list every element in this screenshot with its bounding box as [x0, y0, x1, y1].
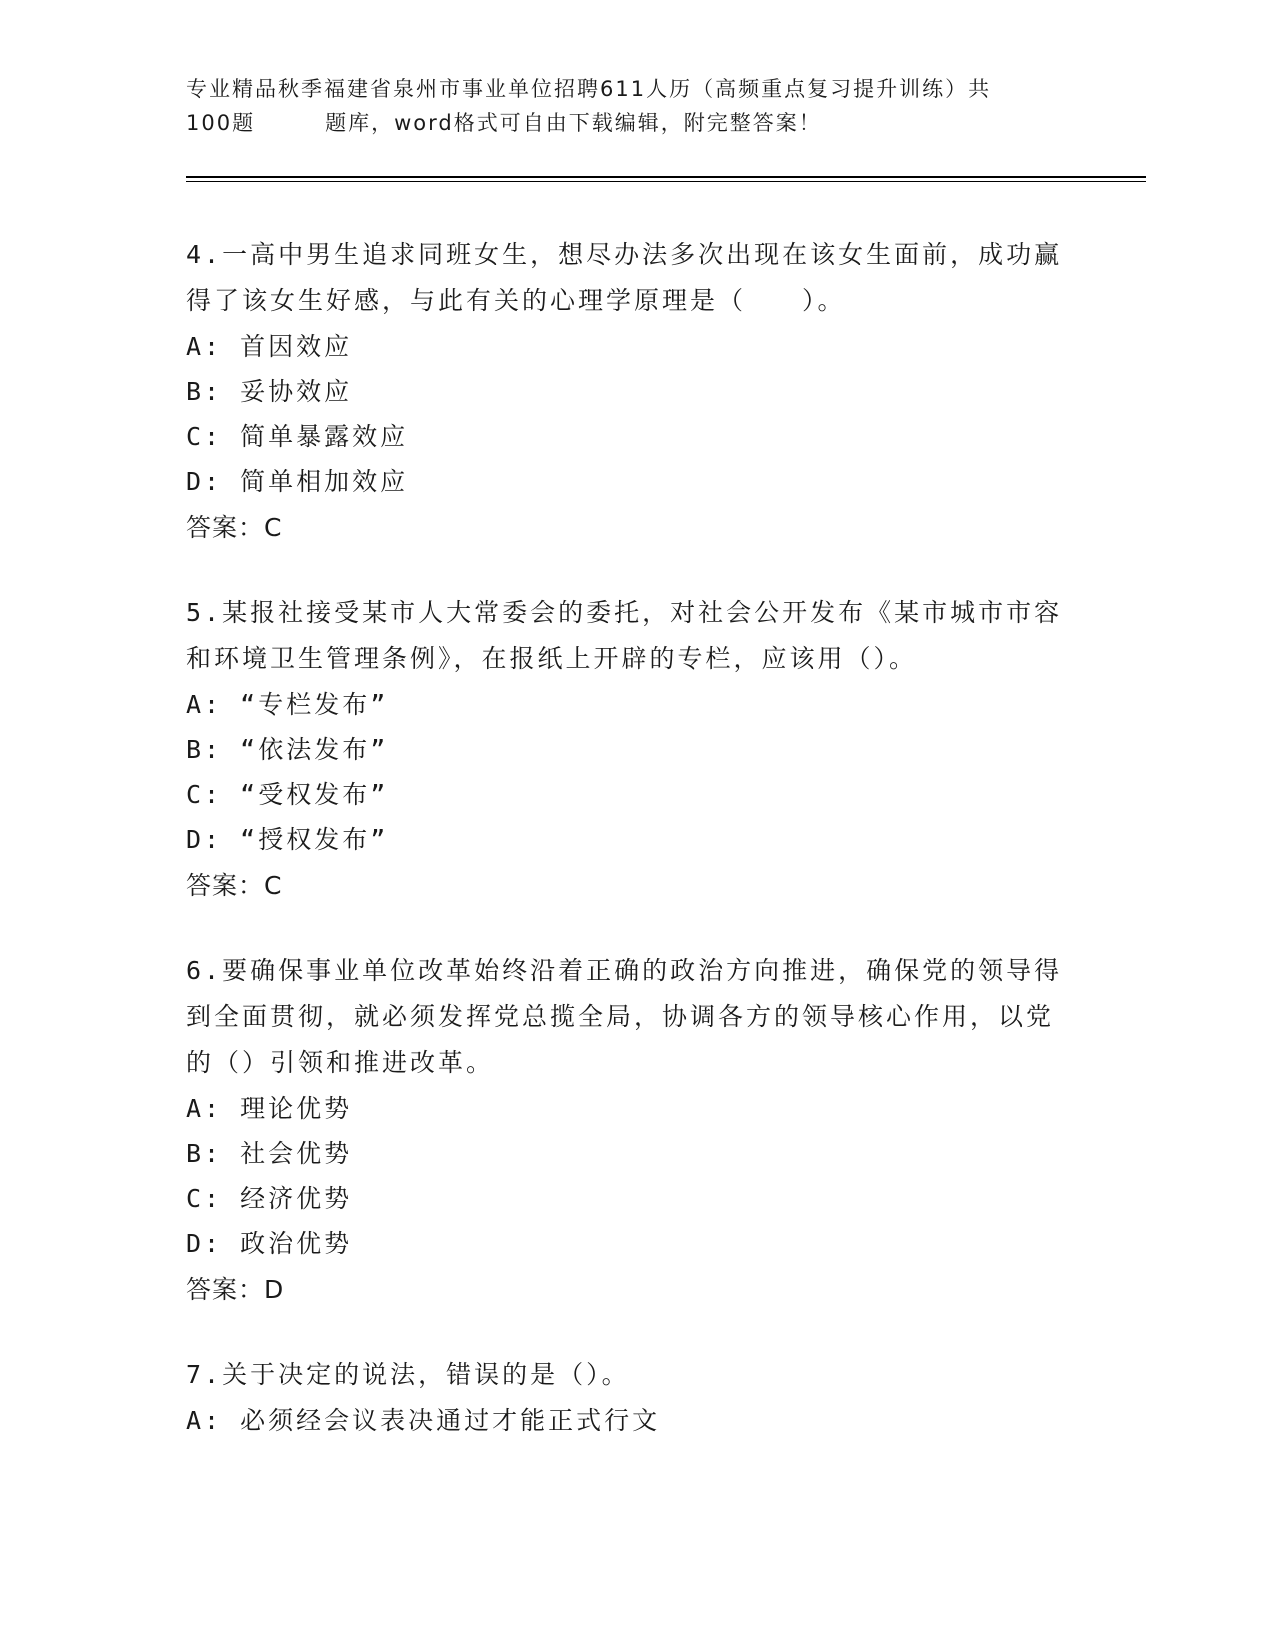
- question-item: [186, 232, 1066, 552]
- document-header: [186, 72, 1066, 140]
- header-line-2: [186, 106, 1066, 140]
- question-stem: 4.一高中男生追求同班女生，想尽办法多次出现在该女生面前，成功赢得了该女生好感，与此有关的心理学原理是（ ）。: [186, 240, 1063, 315]
- question-item: [186, 1352, 1066, 1443]
- option-d: D: 政治优势: [186, 1229, 353, 1258]
- option-d: D: “授权发布”: [186, 825, 389, 854]
- question-stem: 6.要确保事业单位改革始终沿着正确的政治方向推进，确保党的领导得到全面贯彻，就必须发挥党总揽全局，协调各方的领导核心作用，以党的（）引领和推进改革。: [186, 956, 1063, 1077]
- answer-text: 答案：C: [186, 513, 283, 542]
- option-b: B: “依法发布”: [186, 735, 389, 764]
- option-c: C: “受权发布”: [186, 780, 389, 809]
- option-a: A: 理论优势: [186, 1094, 353, 1123]
- answer-text: 答案：C: [186, 871, 283, 900]
- header-line-1: 专业精品秋季福建省泉州市事业单位招聘611人历（高频重点复习提升训练）共: [186, 77, 992, 101]
- question-stem: 5.某报社接受某市人大常委会的委托，对社会公开发布《某市城市市容和环境卫生管理条例》，在报纸上开辟的专栏，应该用（）。: [186, 598, 1063, 673]
- question-stem: 7.关于决定的说法，错误的是（）。: [186, 1360, 630, 1389]
- option-b: B: 社会优势: [186, 1139, 353, 1168]
- header-note: 题库，word格式可自由下载编辑，附完整答案！: [325, 111, 822, 135]
- option-c: C: 简单暴露效应: [186, 422, 409, 451]
- answer-text: 答案：D: [186, 1275, 285, 1304]
- question-item: [186, 948, 1066, 1314]
- option-a: A: 必须经会议表决通过才能正式行文: [186, 1406, 661, 1435]
- option-a: A: “专栏发布”: [186, 690, 389, 719]
- question-list: [186, 232, 1066, 1481]
- header-divider-thin: [186, 181, 1146, 182]
- question-item: [186, 590, 1066, 910]
- option-d: D: 简单相加效应: [186, 467, 409, 496]
- header-divider-thick: [186, 176, 1146, 178]
- option-c: C: 经济优势: [186, 1184, 353, 1213]
- option-b: B: 妥协效应: [186, 377, 353, 406]
- header-count: 100题: [186, 111, 256, 135]
- option-a: A: 首因效应: [186, 332, 353, 361]
